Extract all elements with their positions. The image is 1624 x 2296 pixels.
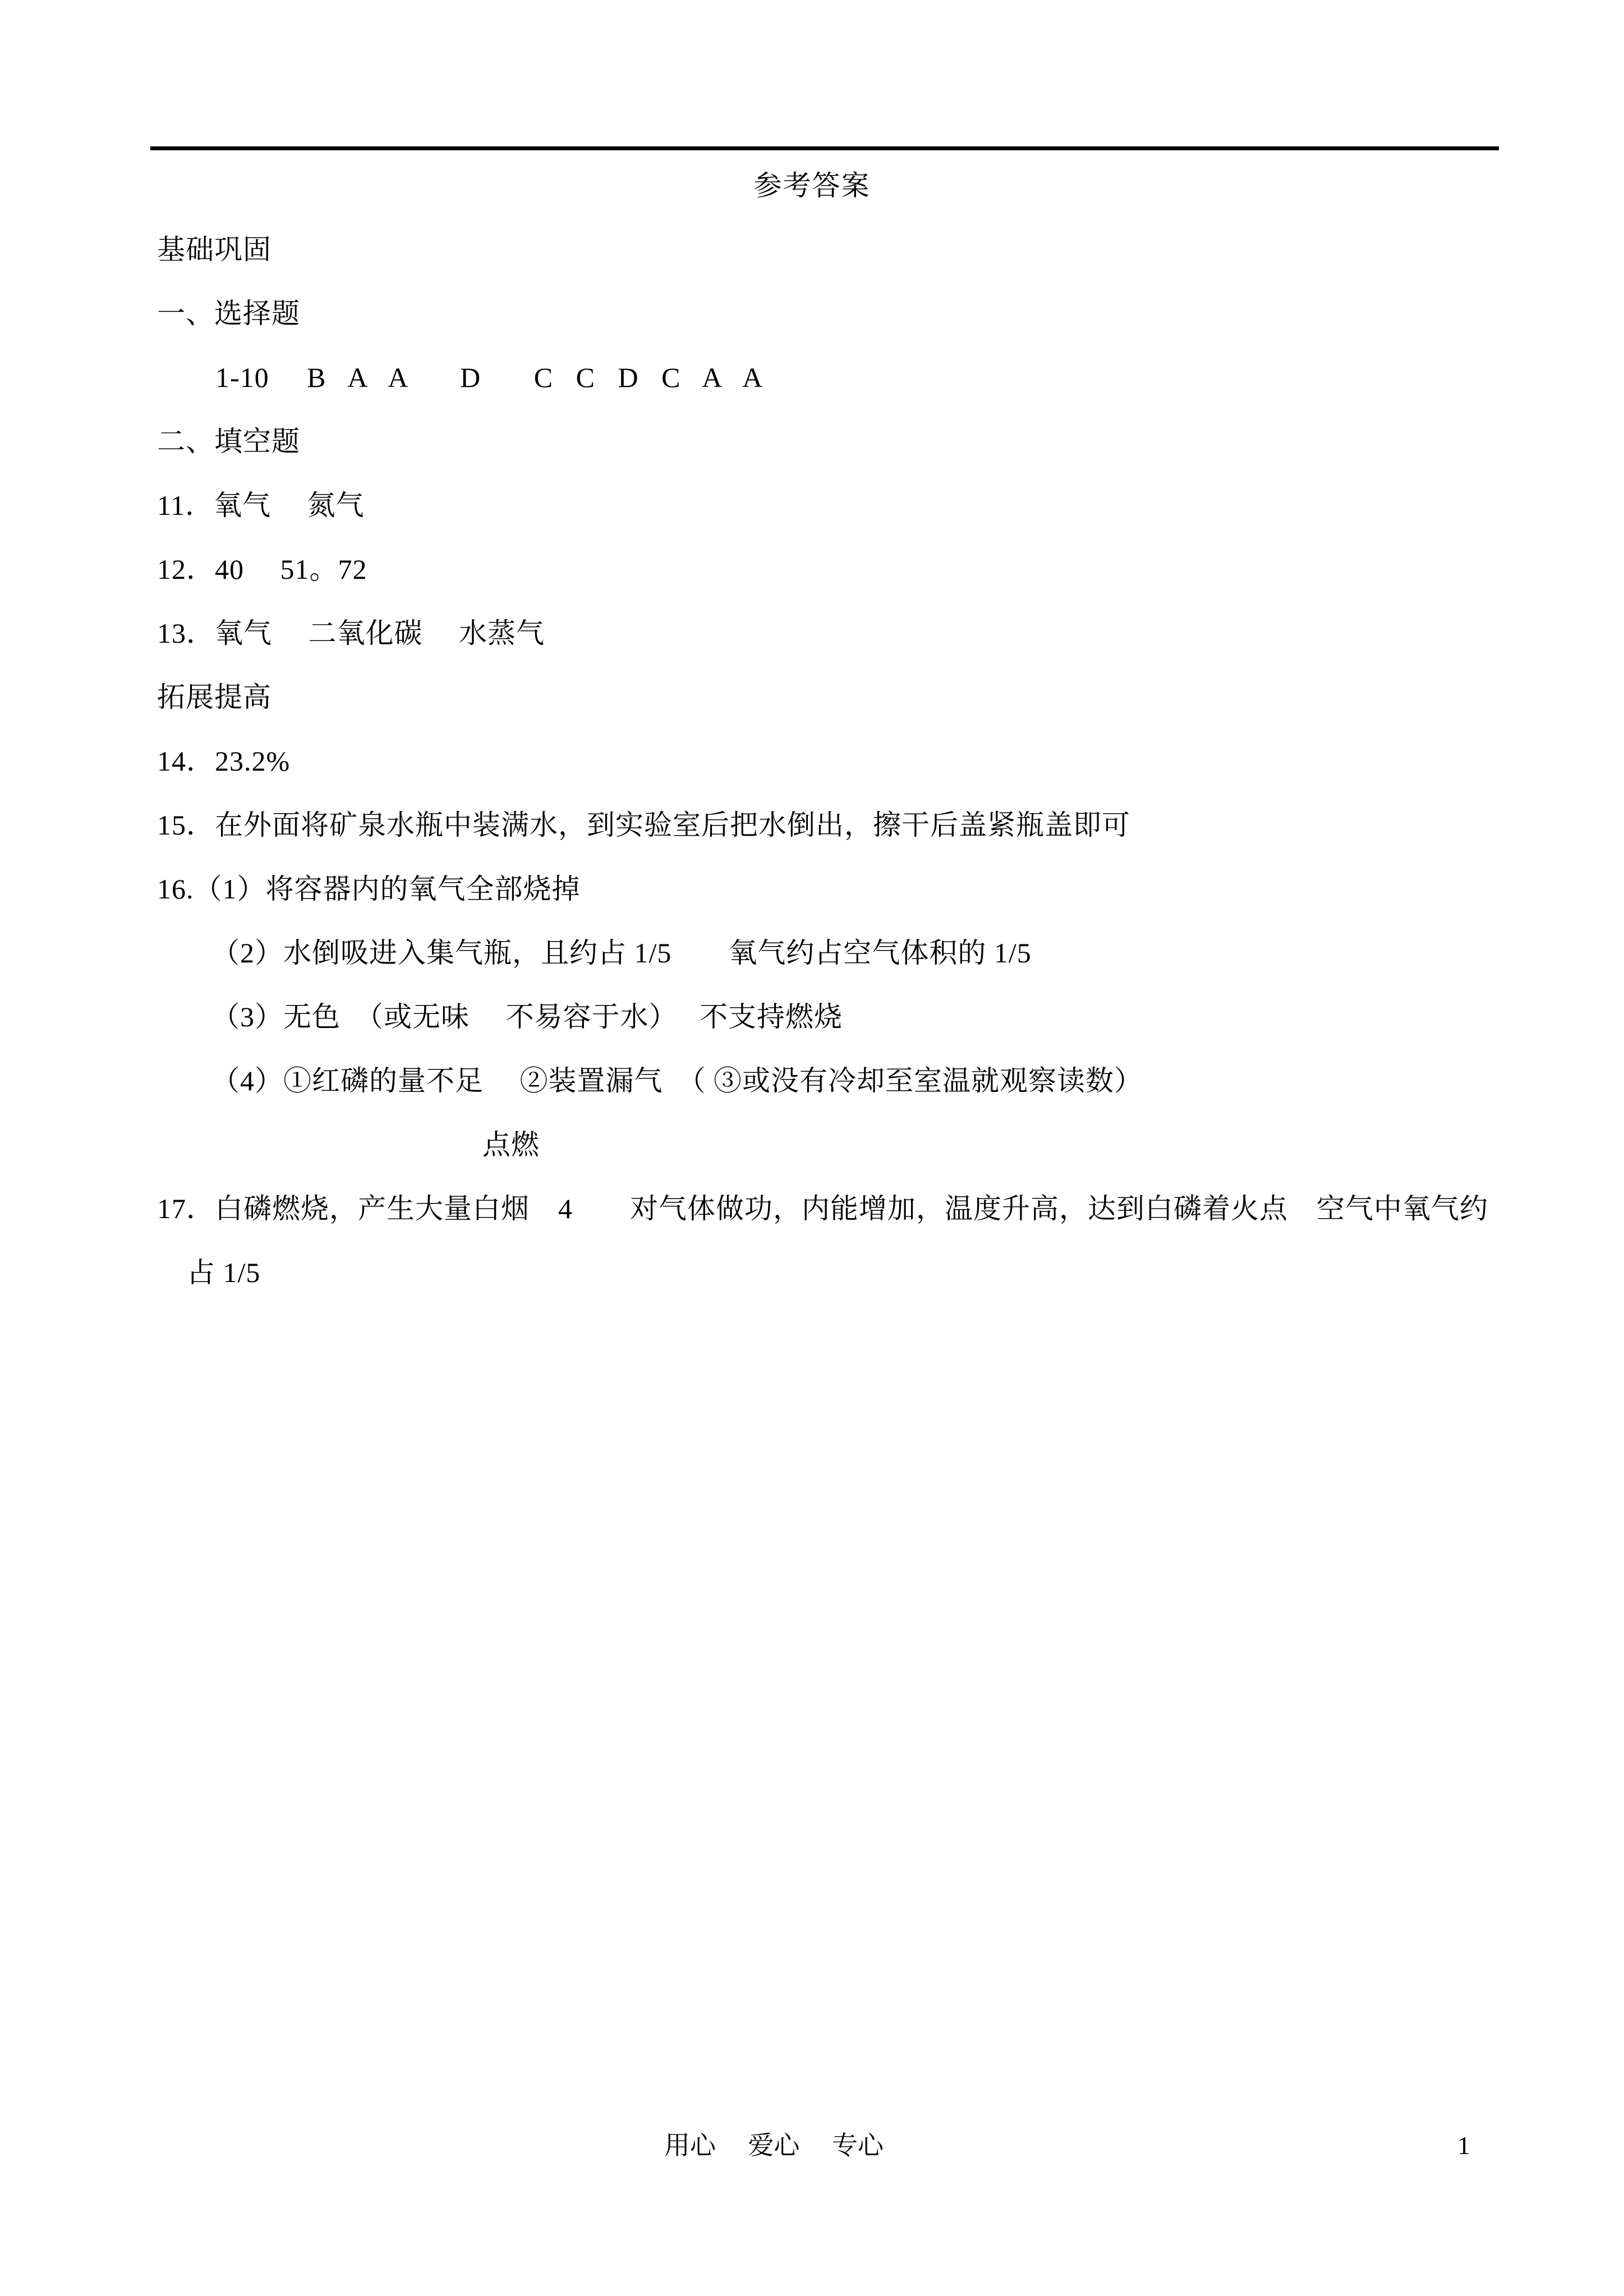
answer-line-17: 17．白磷燃烧，产生大量白烟 4 对气体做功，内能增加，温度升高，达到白磷着火点 空气中氧气约	[157, 1193, 1488, 1224]
answer-line-12: 12．40 51。72	[157, 554, 367, 585]
answer-line-16-4: （4）①红磷的量不足 ②装置漏气 （ ③或没有冷却至室温就观察读数）	[211, 1065, 1143, 1096]
question-type-heading-choice: 一、选择题	[157, 298, 300, 329]
choice-answers-line: 1-10 B A A D C C D C A A	[215, 362, 763, 393]
answer-line-16-2: （2）水倒吸进入集气瓶，且约占 1/5 氧气约占空气体积的 1/5	[211, 937, 1032, 969]
ignite-condition-label: 点燃	[482, 1129, 540, 1160]
answer-line-16-1: 16.（1）将容器内的氧气全部烧掉	[157, 873, 581, 905]
answer-line-13: 13．氧气 二氧化碳 水蒸气	[157, 617, 545, 649]
answer-line-11: 11．氧气 氮气	[157, 490, 365, 521]
section-heading-basics: 基础巩固	[157, 234, 272, 265]
document-content	[0, 154, 1624, 1304]
page-title: 参考答案	[753, 170, 871, 201]
answer-line-14: 14．23.2%	[157, 745, 291, 777]
answer-line-17-continued: 占 1/5	[187, 1257, 261, 1288]
page-number: 1	[1457, 2131, 1470, 2160]
footer-motto: 用心 爱心 专心	[664, 2131, 884, 2160]
question-type-heading-blank: 二、填空题	[157, 426, 300, 457]
answer-line-16-3: （3）无色 （或无味 不易容于水） 不支持燃烧	[211, 1001, 843, 1032]
header-rule	[150, 146, 1499, 150]
section-heading-extension: 拓展提高	[157, 681, 272, 713]
answer-line-15: 15．在外面将矿泉水瓶中装满水，到实验室后把水倒出，擦干后盖紧瓶盖即可	[157, 809, 1130, 841]
